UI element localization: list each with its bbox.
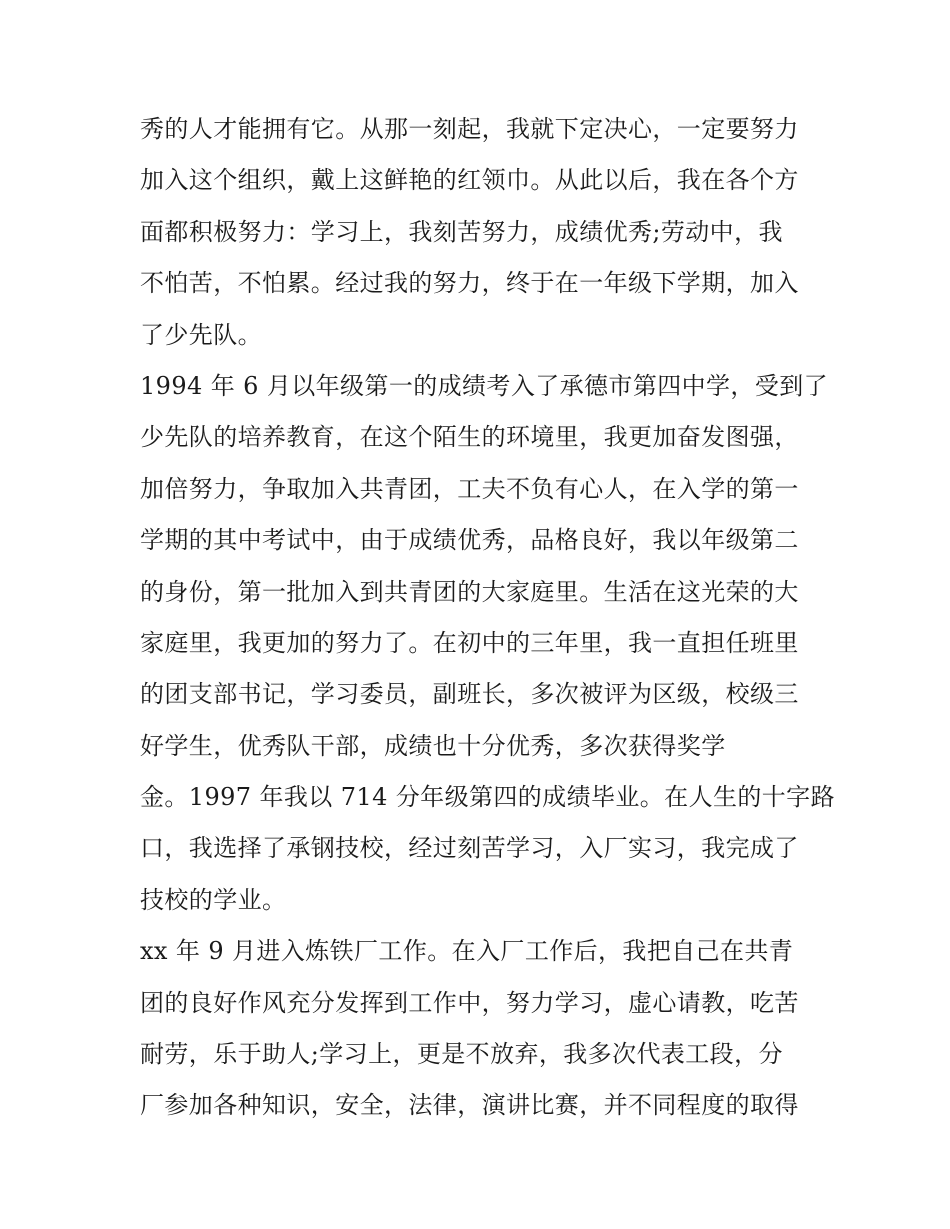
text-line: 的团支部书记，学习委员，副班长，多次被评为区级，校级三 [140, 680, 799, 709]
text-line: 不怕苦，不怕累。经过我的努力，终于在一年级下学期，加入 [140, 269, 799, 298]
text-line: 少先队的培养教育，在这个陌生的环境里，我更加奋发图强， [140, 423, 799, 452]
body-text [140, 104, 835, 1132]
text-line: 秀的人才能拥有它。从那一刻起，我就下定决心，一定要努力 [140, 115, 799, 143]
text-line: 家庭里，我更加的努力了。在初中的三年里，我一直担任班里 [140, 628, 799, 657]
text-line: 好学生，优秀队干部，成绩也十分优秀，多次获得奖学 [140, 731, 726, 760]
text-line: 团的良好作风充分发挥到工作中，努力学习，虚心请教，吃苦 [140, 988, 799, 1017]
text-line: 的身份，第一批加入到共青团的大家庭里。生活在这光荣的大 [140, 577, 799, 606]
text-line: 口，我选择了承钢技校，经过刻苦学习，入厂实习，我完成了 [140, 834, 799, 863]
text-line: 金。1997 年我以 714 分年级第四的成绩毕业。在人生的十字路 [140, 783, 835, 812]
text-line: 加倍努力，争取加入共青团，工夫不负有心人，在入学的第一 [140, 474, 799, 503]
text-line: 耐劳，乐于助人;学习上，更是不放弃，我多次代表工段，分 [140, 1040, 783, 1069]
text-line: 学期的其中考试中，由于成绩优秀，品格良好，我以年级第二 [140, 526, 799, 555]
text-line: 技校的学业。 [140, 885, 287, 914]
text-line: xx 年 9 月进入炼铁厂工作。在入厂工作后，我把自己在共青 [140, 937, 794, 966]
text-line: 1994 年 6 月以年级第一的成绩考入了承德市第四中学，受到了 [140, 371, 829, 400]
text-line: 加入这个组织，戴上这鲜艳的红领巾。从此以后，我在各个方 [140, 166, 799, 195]
text-line: 了少先队。 [140, 320, 262, 349]
text-line: 厂参加各种知识，安全，法律，演讲比赛，并不同程度的取得 [140, 1091, 799, 1120]
text-line: 面都积极努力：学习上，我刻苦努力，成绩优秀;劳动中，我 [140, 217, 783, 246]
